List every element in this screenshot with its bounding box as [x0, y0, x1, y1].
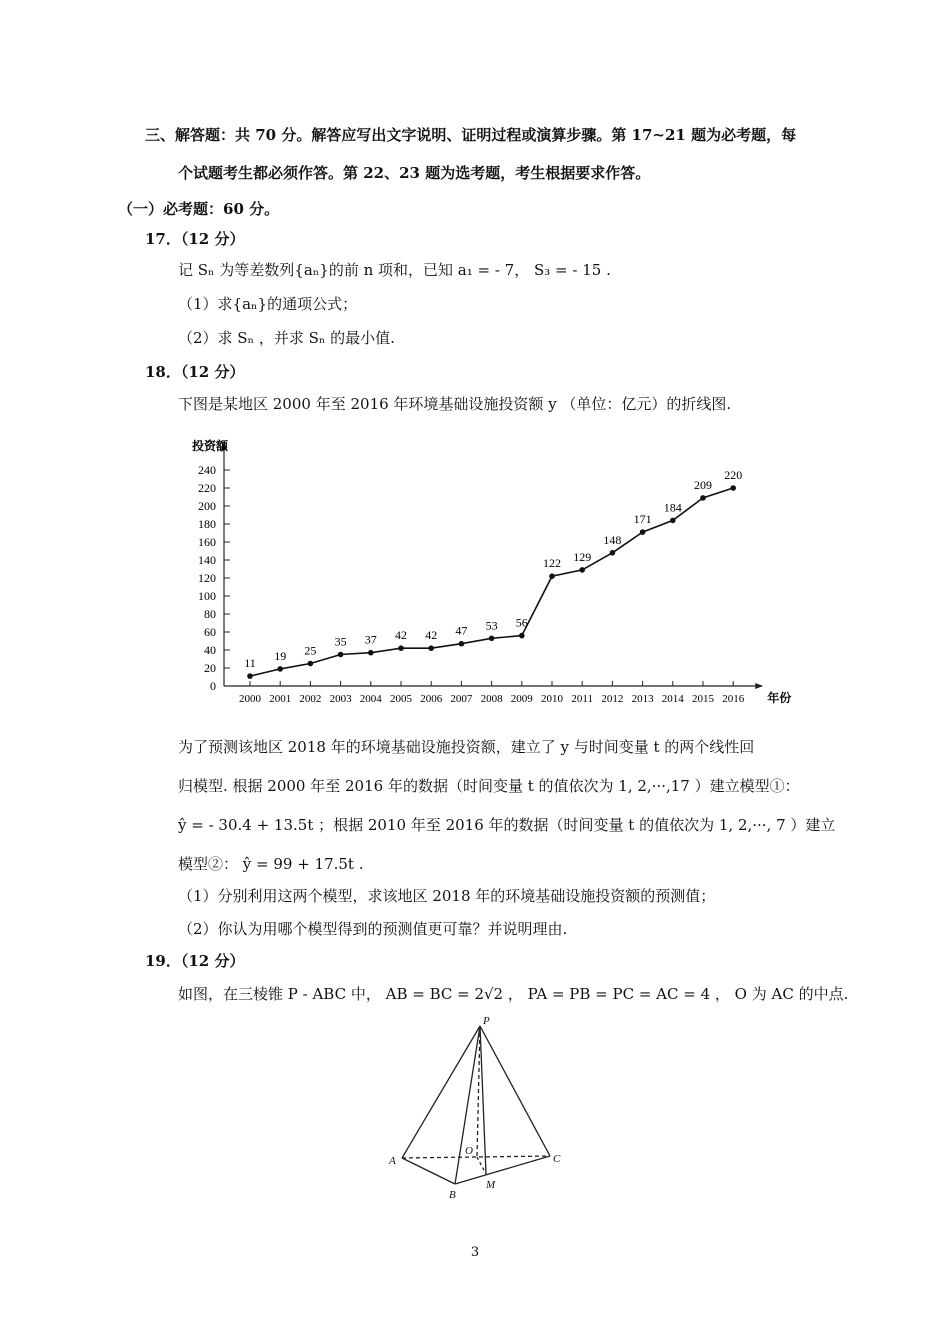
- data-label: 25: [304, 643, 317, 658]
- data-point: [428, 645, 434, 651]
- x-tick-label: 2012: [601, 693, 624, 705]
- x-axis-label: 年份: [767, 691, 792, 705]
- x-tick-label: 2008: [480, 693, 503, 705]
- data-point: [700, 495, 706, 501]
- q18-para3: ŷ = - 30.4 + 13.5t ；根据 2010 年至 2016 年的数据（时间变量 t 的值依次为 1, 2,···, 7 ）建立: [178, 816, 836, 834]
- q17-part2: （2）求 Sₙ ，并求 Sₙ 的最小值.: [178, 329, 395, 347]
- x-tick-label: 2000: [239, 693, 261, 705]
- data-point: [277, 666, 283, 672]
- data-point: [489, 636, 495, 642]
- section-header-line1: 三、解答题：共 70 分。解答应写出文字说明、证明过程或演算步骤。第 17~21 题为必考题，每: [145, 126, 797, 144]
- data-label: 171: [633, 512, 652, 527]
- data-label: 122: [543, 556, 561, 571]
- section-header-line2: 个试题考生都必须作答。第 22、23 题为选考题，考生根据要求作答。: [178, 164, 651, 182]
- q18-para2: 归模型. 根据 2000 年至 2016 年的数据（时间变量 t 的值依次为 1, 2,···,17 ）建立模型①：: [178, 777, 800, 795]
- edge-PM: [480, 1026, 486, 1174]
- label-O: O: [465, 1145, 473, 1157]
- label-P: P: [483, 1015, 490, 1027]
- data-point: [670, 518, 676, 524]
- y-tick-label: 100: [198, 589, 216, 603]
- data-point: [247, 673, 253, 679]
- y-tick-label: 200: [198, 499, 216, 513]
- y-tick-label: 20: [204, 661, 216, 675]
- data-label: 37: [364, 632, 377, 647]
- q18-part1: （1）分别利用这两个模型，求该地区 2018 年的环境基础设施投资额的预测值；: [178, 887, 716, 905]
- q19-stem: 如图，在三棱锥 P - ABC 中， AB = BC = 2√2 ， PA = PB = PC = AC = 4 ， O 为 AC 的中点.: [178, 985, 849, 1003]
- data-label: 42: [425, 628, 438, 643]
- data-point: [640, 529, 646, 535]
- q18-part2: （2）你认为用哪个模型得到的预测值更可靠？并说明理由.: [178, 920, 568, 938]
- x-tick-label: 2016: [722, 693, 745, 705]
- data-label: 209: [694, 477, 712, 492]
- data-point: [610, 550, 616, 556]
- y-tick-label: 0: [210, 679, 216, 693]
- data-label: 42: [395, 628, 407, 643]
- data-label: 148: [603, 532, 622, 547]
- y-tick-label: 60: [204, 625, 216, 639]
- x-tick-label: 2003: [329, 693, 352, 705]
- x-tick-label: 2005: [390, 693, 412, 705]
- x-tick-label: 2015: [692, 693, 714, 705]
- data-label: 11: [244, 656, 256, 671]
- x-tick-label: 2010: [541, 693, 563, 705]
- data-label: 129: [573, 549, 592, 564]
- data-label: 56: [515, 615, 528, 630]
- data-point: [579, 567, 585, 573]
- x-axis-arrow: [755, 683, 763, 689]
- label-A: A: [389, 1155, 396, 1167]
- series-line: [250, 488, 733, 676]
- edge-BC: [455, 1156, 550, 1184]
- edge-OM-hidden: [477, 1157, 486, 1174]
- data-point: [519, 633, 525, 639]
- y-tick-label: 180: [198, 517, 216, 531]
- y-axis-label: 投资额: [191, 439, 229, 453]
- edge-AC-hidden: [402, 1156, 550, 1158]
- required-section-title: （一）必考题：60 分。: [118, 200, 280, 218]
- data-point: [308, 661, 314, 667]
- data-label: 47: [455, 623, 468, 638]
- x-tick-label: 2013: [631, 693, 654, 705]
- q18-para4: 模型②： ŷ = 99 + 17.5t .: [178, 855, 364, 873]
- y-tick-label: 120: [198, 571, 216, 585]
- q19-number: 19．（12 分）: [145, 952, 245, 970]
- x-tick-label: 2001: [269, 693, 292, 705]
- q18-intro: 下图是某地区 2000 年至 2016 年环境基础设施投资额 y （单位：亿元）的折线图.: [178, 395, 732, 413]
- page-number: 3: [470, 1245, 480, 1260]
- q17-number: 17．（12 分）: [145, 230, 245, 248]
- y-tick-label: 220: [198, 481, 216, 495]
- data-point: [398, 645, 404, 651]
- data-label: 19: [274, 648, 287, 663]
- label-C: C: [553, 1153, 561, 1165]
- data-point: [730, 485, 736, 491]
- pyramid-diagram: [380, 1008, 580, 1208]
- edge-AB: [402, 1158, 455, 1184]
- data-point: [549, 573, 555, 579]
- y-tick-label: 160: [198, 535, 216, 549]
- x-tick-label: 2007: [450, 693, 473, 705]
- x-tick-label: 2002: [299, 693, 322, 705]
- y-tick-label: 240: [198, 463, 216, 477]
- data-label: 53: [485, 618, 498, 633]
- data-label: 220: [724, 468, 743, 482]
- q18-number: 18．（12 分）: [145, 363, 245, 381]
- data-point: [459, 641, 465, 647]
- label-M: M: [486, 1179, 496, 1191]
- x-tick-label: 2009: [510, 693, 533, 705]
- investment-line-chart: [160, 432, 800, 712]
- q17-part1: （1）求{aₙ}的通项公式；: [178, 295, 358, 313]
- x-tick-label: 2014: [661, 693, 684, 705]
- x-tick-label: 2011: [571, 693, 593, 705]
- data-label: 35: [334, 634, 347, 649]
- y-tick-label: 40: [204, 643, 216, 657]
- q18-para1: 为了预测该地区 2018 年的环境基础设施投资额，建立了 y 与时间变量 t 的两个线性回: [178, 738, 755, 756]
- y-tick-label: 80: [204, 607, 216, 621]
- edge-PC: [480, 1026, 550, 1156]
- edge-PB: [455, 1026, 480, 1184]
- x-tick-label: 2004: [359, 693, 382, 705]
- label-B: B: [449, 1189, 456, 1201]
- y-tick-label: 140: [198, 553, 216, 567]
- x-tick-label: 2006: [420, 693, 443, 705]
- data-point: [368, 650, 374, 656]
- q17-stem: 记 Sₙ 为等差数列{aₙ}的前 n 项和，已知 a₁ = - 7， S₃ = - 15 .: [178, 261, 611, 279]
- edge-PA: [402, 1026, 480, 1158]
- data-label: 184: [663, 500, 682, 515]
- data-point: [338, 652, 344, 658]
